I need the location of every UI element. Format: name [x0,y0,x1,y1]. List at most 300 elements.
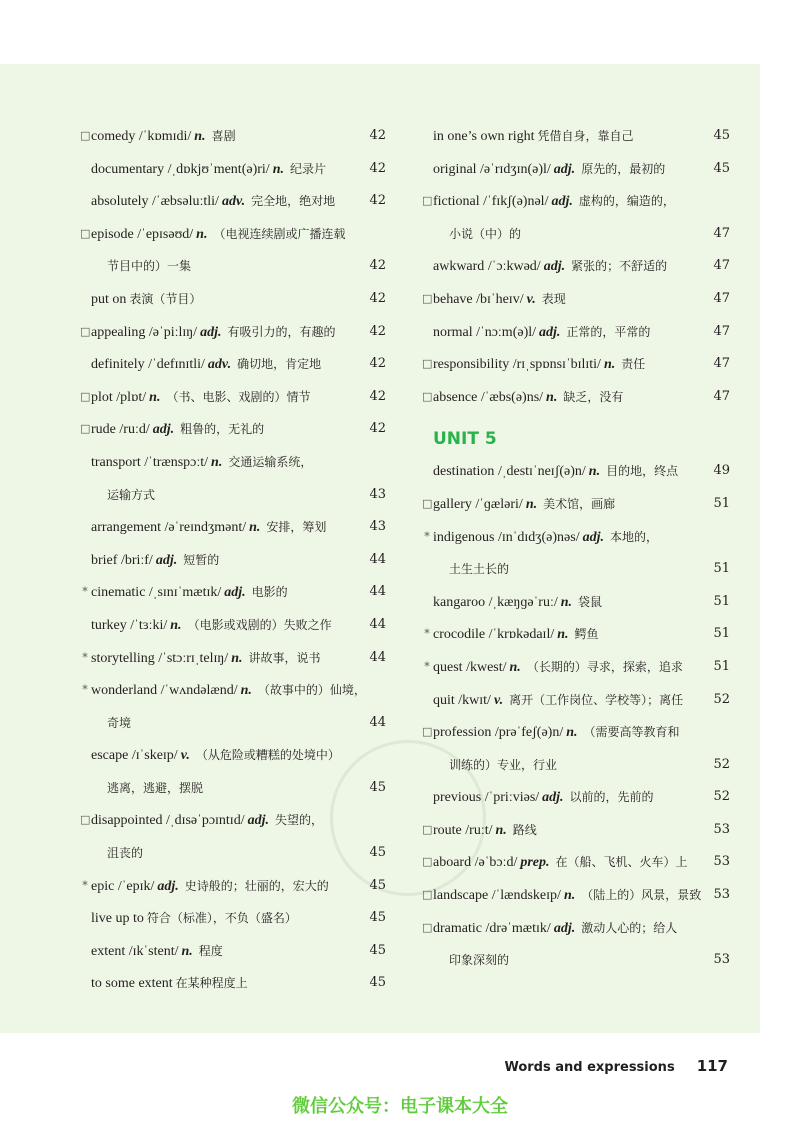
phonetic: /ˈæbsəluːtli/ [148,194,219,210]
entry-text [91,120,236,154]
footer-section-title: Words and expressions [504,1060,675,1075]
chinese-meaning: 美术馆，画廊 [543,496,616,511]
vocab-entry [80,935,386,968]
entry-text [91,609,332,643]
headword: definitely [91,357,145,373]
page-ref: 45 [713,160,730,176]
chinese-meaning: 正常的，平常的 [566,324,651,339]
vocab-entry [422,749,730,782]
headword: disappointed [91,813,163,829]
headword: episode [91,226,134,242]
page-ref: 47 [713,290,730,306]
part-of-speech: adj. [152,422,175,438]
chinese-meaning: 袋鼠 [578,594,603,609]
part-of-speech: n. [240,683,252,699]
entry-text [104,772,203,806]
entry-text [91,348,321,382]
chinese-meaning: 安排，筹划 [266,520,327,535]
phonetic: /ˌsɪnɪˈmætɪk/ [145,585,222,601]
chinese-meaning: 史诗般的；壮丽的，宏大的 [184,878,329,893]
vocab-entry [422,381,730,414]
part-of-speech: adj. [247,813,269,829]
headword: rude [91,422,116,438]
part-of-speech: n. [196,226,208,242]
headword: live up to [91,911,144,927]
phonetic: /ˈnɔːm(ə)l/ [472,324,537,340]
part-of-speech: adj. [157,878,179,894]
phonetic: /drəˈmætɪk/ [481,920,551,936]
headword: fictional [433,194,480,210]
entry-text [91,153,326,187]
asterisk-marker: * [424,627,430,641]
left-column [80,120,386,1000]
phonetic: /ˈdefɪnɪtli/ [144,357,205,373]
part-of-speech: v. [180,748,190,764]
part-of-speech: adj. [553,920,576,936]
phonetic: /ˈkɒmɪdi/ [135,129,192,144]
entry-text [91,870,329,904]
asterisk-marker: * [82,650,88,664]
phonetic: /əˈpiːlɪŋ/ [145,324,198,340]
checkbox-marker: □ [80,389,91,403]
chinese-meaning: 责任 [621,357,646,372]
page-ref: 44 [369,649,386,665]
page-ref: 42 [369,160,386,176]
page-ref: 42 [369,258,386,274]
entry-text [433,488,615,522]
entry-text [433,912,677,946]
headword: behave [433,291,473,307]
part-of-speech: adj. [582,529,604,545]
headword: normal [433,324,473,340]
phonetic: /prəˈfeʃ(ə)n/ [491,725,564,741]
page-ref: 45 [369,910,386,926]
headword: destination [433,464,495,480]
entry-text [433,618,599,652]
page-ref: 53 [713,952,730,968]
chinese-meaning: 激动人心的；给人 [581,920,678,935]
entry-text [446,218,521,252]
phonetic: /əˈrɪdʒɪn(ə)l/ [476,161,551,177]
headword: route [433,822,462,838]
page-footer [504,1056,728,1076]
headword: cinematic [91,585,146,601]
entry-text [433,521,658,555]
vocab-entry [80,902,386,935]
headword: put on [91,291,127,307]
chinese-meaning: （陆上的）风景，景致 [581,888,702,903]
entry-text [433,781,654,815]
entry-text [433,250,667,284]
phonetic: /ˈstɔːrɪˌtelɪŋ/ [154,650,229,666]
page-ref: 42 [369,128,386,143]
entry-text [91,935,223,969]
wechat-banner: 微信公众号：电子课本大全 [292,1096,508,1117]
vocab-entry [422,781,730,814]
chinese-meaning: 符合（标准），不负（盛名） [146,911,297,926]
page-ref: 45 [369,779,386,795]
vocab-entry [422,218,730,251]
phonetic: /ˈɔːkwəd/ [484,259,541,275]
vocab-entry [80,348,386,381]
vocab-entry [80,772,386,805]
page-ref: 51 [713,495,730,511]
vocab-entry [80,674,386,707]
headword: arrangement [91,520,161,536]
phonetic: /kwɪt/ [454,692,491,708]
chinese-meaning: （书、电影、戏剧的）情节 [166,389,311,404]
vocab-entry [80,185,386,218]
chinese-meaning: 交通运输系统， [228,454,313,469]
entry-text [91,446,312,480]
entry-text [433,846,688,880]
chinese-meaning: （需要高等教育和 [583,725,680,740]
unit-heading [422,413,730,455]
entry-text [433,716,680,750]
vocab-entry [80,544,386,577]
part-of-speech: n. [272,161,284,177]
headword: transport [91,454,141,470]
checkbox-marker: □ [80,422,91,436]
chinese-meaning: （长期的）寻求，探索，追求 [526,659,683,674]
entry-text [433,185,675,219]
chinese-meaning: 确切地，肯定地 [237,357,322,372]
checkbox-marker: □ [422,496,433,510]
vocab-entry [422,185,730,218]
page-ref: 47 [713,388,730,404]
entry-text [91,413,264,447]
entry-text [91,381,310,415]
entry-text [104,250,191,284]
vocab-entry [422,283,730,316]
part-of-speech: n. [181,943,193,959]
entry-text [433,879,701,913]
checkbox-marker: □ [422,194,433,208]
vocab-entry [80,609,386,642]
phonetic: /ˌdestɪˈneɪʃ(ə)n/ [494,464,586,480]
part-of-speech: n. [211,454,223,470]
vocab-entry [80,837,386,870]
page-ref: 47 [713,323,730,339]
phonetic: /plɒt/ [112,389,147,405]
vocab-entry [80,381,386,414]
entry-text [91,316,335,350]
vocab-entry [422,153,730,186]
entry-text [91,283,201,317]
chinese-meaning: 鳄鱼 [574,627,599,642]
chinese-meaning: 路线 [512,822,537,837]
page-ref: 44 [369,551,386,567]
part-of-speech: prep. [520,855,550,871]
page-ref: 51 [713,561,730,577]
vocab-entry [80,446,386,479]
asterisk-marker: * [82,878,88,892]
headword: awkward [433,259,485,275]
headword: profession [433,725,492,741]
asterisk-marker: * [82,683,88,697]
headword: documentary [91,161,165,177]
checkbox-marker: □ [422,357,433,371]
vocab-entry [80,120,386,153]
vocab-entry [80,479,386,512]
page-ref: 42 [369,388,386,404]
page-ref: 45 [369,845,386,861]
part-of-speech: n. [560,594,573,610]
checkbox-marker: □ [422,291,433,305]
chinese-meaning: 运输方式 [107,487,156,502]
chinese-meaning: 粗鲁的，无礼的 [180,422,265,437]
phonetic: /ˈepɪsəʊd/ [133,226,194,242]
vocab-entry [422,912,730,945]
part-of-speech: adj. [200,324,222,340]
part-of-speech: adj. [553,161,576,177]
headword: absolutely [91,194,149,210]
part-of-speech: adj. [224,585,246,601]
phonetic: /kwest/ [462,659,507,675]
phonetic: /rɪˌspɒnsɪˈbɪlɪti/ [509,357,601,373]
entry-text [433,316,650,350]
phonetic: /ˈlændskeɪp/ [488,888,561,904]
chinese-meaning: 讲故事，说书 [248,650,321,665]
headword: plot [91,389,113,405]
page-ref: 52 [713,691,730,707]
chinese-meaning: 虚构的，编造的， [578,194,675,209]
part-of-speech: adj. [542,790,564,806]
checkbox-marker: □ [422,920,433,934]
vocab-entry [80,739,386,772]
chinese-meaning: 有吸引力的，有趣的 [227,324,336,339]
checkbox-marker: □ [422,888,433,902]
phonetic: /ɪkˈstent/ [125,943,179,959]
vocab-entry [422,618,730,651]
headword: responsibility [433,357,510,373]
phonetic: /ˈɡæləri/ [471,496,523,512]
entry-text [446,944,509,978]
part-of-speech: v. [493,692,504,708]
entry-text [433,153,665,187]
chinese-meaning: 紧张的；不舒适的 [571,259,668,274]
vocab-entry [422,586,730,619]
page-ref: 42 [369,193,386,209]
entry-text [446,749,557,783]
headword: previous [433,790,482,806]
chinese-meaning: 凭借自身，靠自己 [537,129,634,143]
page-ref: 44 [369,584,386,600]
chinese-meaning: 以前的，先前的 [569,790,654,805]
checkbox-marker: □ [80,813,91,827]
chinese-meaning: （从危险或糟糕的处境中） [195,748,340,763]
chinese-meaning: 短暂的 [183,552,220,567]
part-of-speech: n. [495,822,507,838]
headword: appealing [91,324,146,340]
vocab-entry [80,316,386,349]
headword: escape [91,748,129,764]
vocab-entry [422,316,730,349]
chinese-meaning: 失望的， [274,813,323,828]
entry-text [104,707,131,741]
entry-text [104,837,143,871]
vocab-entry [422,879,730,912]
page-ref: 42 [369,290,386,306]
phonetic: /ˈwʌndəlænd/ [157,683,238,699]
headword: storytelling [91,650,155,666]
headword: in one’s own right [433,129,535,144]
chinese-meaning: 纪录片 [289,161,326,176]
page-ref: 42 [369,356,386,372]
entry-text [91,642,321,676]
page-ref: 42 [369,421,386,437]
entry-text [91,218,345,252]
entry-text [446,553,509,587]
page-ref: 53 [713,854,730,870]
page-ref: 45 [369,975,386,991]
phonetic: /ɪˈskeɪp/ [128,748,178,764]
vocab-entry [80,511,386,544]
entry-text [91,902,297,936]
chinese-meaning: 沮丧的 [107,846,144,861]
asterisk-marker: * [82,585,88,599]
headword: wonderland [91,683,158,699]
page-ref: 45 [369,877,386,893]
headword: turkey [91,617,127,633]
entry-text [433,684,683,718]
phonetic: /ˈkrɒkədaɪl/ [485,627,555,643]
chinese-meaning: 表现 [541,291,566,306]
phonetic: /əˈreɪndʒmənt/ [160,520,247,536]
phonetic: /ˌdɪsəˈpɔɪntɪd/ [162,813,245,829]
vocab-entry [422,944,730,977]
chinese-meaning: 训练的）专业，行业 [449,757,558,772]
phonetic: /briːf/ [117,552,153,568]
vocab-entry [80,804,386,837]
vocab-entry [422,716,730,749]
checkbox-marker: □ [422,822,433,836]
headword: quit [433,692,455,708]
phonetic: /ˈfɪkʃ(ə)nəl/ [479,194,549,210]
page-ref: 51 [713,626,730,642]
headword: to some extent [91,976,173,992]
page-ref: 53 [713,821,730,837]
vocab-entry [422,521,730,554]
phonetic: /ˈpriːviəs/ [481,790,540,806]
entry-text [91,511,326,545]
chinese-meaning: 程度 [198,943,223,958]
phonetic: /ruːt/ [461,822,493,838]
checkbox-marker: □ [422,725,433,739]
vocab-entry [80,413,386,446]
vocab-entry [80,283,386,316]
part-of-speech: n. [563,888,576,904]
right-column [422,120,730,977]
page-ref: 53 [713,887,730,903]
entry-text [91,185,335,219]
phonetic: /ˈtɜːki/ [126,617,168,633]
checkbox-marker: □ [80,226,91,240]
part-of-speech: adj. [551,194,573,210]
entry-text [91,739,340,773]
checkbox-marker: □ [80,324,91,338]
chinese-meaning: 本地的， [609,529,658,544]
checkbox-marker: □ [422,389,433,403]
part-of-speech: n. [566,725,578,741]
page-ref: 43 [369,486,386,502]
headword: original [433,161,477,177]
part-of-speech: adv. [207,357,232,373]
entry-text [91,576,288,610]
headword: landscape [433,888,489,904]
page-ref: 47 [713,258,730,274]
part-of-speech: n. [546,389,558,405]
headword: epic [91,878,115,894]
part-of-speech: n. [557,627,569,643]
vocab-entry [422,846,730,879]
page-number: 117 [696,1057,728,1075]
phonetic: /əˈbɔːd/ [471,855,518,871]
chinese-meaning: （电视连续剧或广播连载 [213,226,346,241]
page-ref: 44 [369,714,386,730]
chinese-meaning: （故事中的）仙境， [257,683,366,698]
headword: brief [91,552,118,568]
page-ref: 51 [713,658,730,674]
part-of-speech: n. [509,659,521,675]
chinese-meaning: 离开（工作岗位、学校等）；离任 [509,692,684,707]
part-of-speech: n. [170,617,182,633]
headword: gallery [433,496,472,512]
headword: comedy [91,129,136,144]
headword: quest [433,659,463,675]
vocab-entry [80,707,386,740]
entry-text [433,814,537,848]
page-ref: 45 [369,942,386,958]
part-of-speech: n. [603,357,616,373]
chinese-meaning: 印象深刻的 [449,953,510,968]
chinese-meaning: 节目中的）一集 [107,259,192,274]
part-of-speech: v. [526,291,536,307]
page-ref: 44 [369,616,386,632]
page-ref: 51 [713,593,730,609]
chinese-meaning: 喜剧 [211,129,236,143]
part-of-speech: adj. [155,552,178,568]
headword: extent [91,943,126,959]
checkbox-marker: □ [80,129,91,142]
part-of-speech: adv. [221,194,246,210]
page-ref: 43 [369,519,386,535]
chinese-meaning: 完全地，绝对地 [251,194,336,209]
vocab-entry [80,642,386,675]
vocab-entry [80,576,386,609]
chinese-meaning: 表演（节目） [129,291,202,306]
entry-text [91,967,248,1001]
headword: absence [433,389,478,405]
phonetic: /ˌkæŋɡəˈruː/ [485,594,558,610]
entry-text [433,283,566,317]
page-ref: 42 [369,323,386,339]
right-column-top [422,120,730,413]
entry-text [91,674,366,708]
phonetic: /ˌdɒkjʊˈment(ə)ri/ [164,161,270,177]
page-ref: 47 [713,225,730,241]
entry-text [433,586,602,620]
headword: aboard [433,855,472,871]
vocab-entry [80,967,386,1000]
vocab-entry [80,870,386,903]
part-of-speech: adj. [539,324,561,340]
entry-text [91,544,219,578]
headword: crocodile [433,627,486,643]
entry-text [91,804,323,838]
page-ref: 52 [713,756,730,772]
part-of-speech: n. [249,520,261,536]
